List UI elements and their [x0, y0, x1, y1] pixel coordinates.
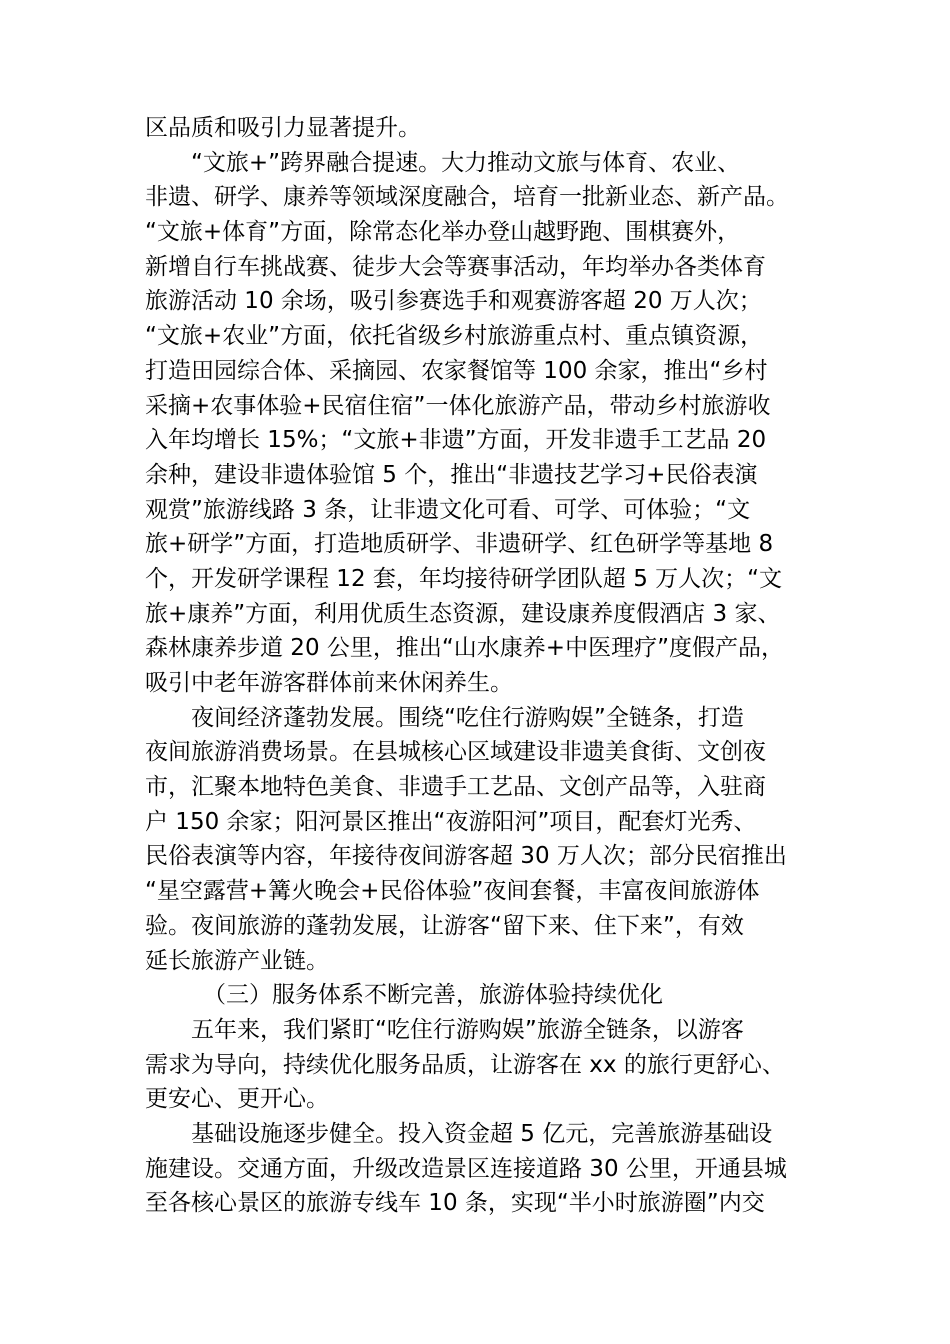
- text-line: 吸引中老年游客群体前来休闲养生。: [145, 670, 513, 696]
- text-line: 森林康养步道 20 公里，推出“山水康养+中医理疗”度假产品，: [145, 635, 784, 662]
- document-body: [145, 111, 820, 1221]
- text-line: “文旅+农业”方面，依托省级乡村旅游重点村、重点镇资源，: [145, 323, 764, 350]
- text-line: 更安心、更开心。: [145, 1086, 329, 1113]
- paragraph-start-line: 夜间经济蓬勃发展。围绕“吃住行游购娱”全链条，打造: [191, 704, 744, 731]
- text-line: “星空露营+篝火晚会+民俗体验”夜间套餐，丰富夜间旅游体: [145, 878, 760, 905]
- text-line: 个，开发研学课程 12 套，年均接待研学团队超 5 万人次；“文: [145, 565, 783, 592]
- text-line: 至各核心景区的旅游专线车 10 条，实现“半小时旅游圈”内交: [145, 1190, 765, 1217]
- text-line: 延长旅游产业链。: [145, 947, 329, 974]
- text-line: 区品质和吸引力显著提升。: [145, 115, 421, 141]
- text-line: 旅+研学”方面，打造地质研学、非遗研学、红色研学等基地 8: [145, 531, 774, 558]
- text-line: 入年均增长 15%；“文旅+非遗”方面，开发非遗手工艺品 20: [145, 427, 767, 454]
- text-line: 新增自行车挑战赛、徒步大会等赛事活动，年均举办各类体育: [145, 253, 766, 280]
- text-line: 余种，建设非遗体验馆 5 个，推出“非遗技艺学习+民俗表演: [145, 461, 758, 488]
- text-line: 打造田园综合体、采摘园、农家餐馆等 100 余家，推出“乡村: [145, 357, 768, 384]
- text-line: 市，汇聚本地特色美食、非遗手工艺品、文创产品等，入驻商: [145, 774, 766, 801]
- text-line: 旅游活动 10 余场，吸引参赛选手和观赛游客超 20 万人次；: [145, 288, 762, 315]
- section-heading: （三）服务体系不断完善，旅游体验持续优化: [203, 982, 663, 1009]
- paragraph-start-line: 基础设施逐步健全。投入资金超 5 亿元，完善旅游基础设: [191, 1120, 773, 1147]
- text-line: 旅+康养”方面，利用优质生态资源，建设康养度假酒店 3 家、: [145, 600, 781, 627]
- text-line: 需求为导向，持续优化服务品质，让游客在 xx 的旅行更舒心、: [145, 1051, 785, 1078]
- text-line: 施建设。交通方面，升级改造景区连接道路 30 公里，开通县城: [145, 1155, 787, 1182]
- text-line: 夜间旅游消费场景。在县城核心区域建设非遗美食街、文创夜: [145, 739, 766, 766]
- text-line: 非遗、研学、康养等领域深度融合，培育一批新业态、新产品。: [145, 184, 789, 211]
- paragraph-start-line: 五年来，我们紧盯“吃住行游购娱”旅游全链条，以游客: [191, 1016, 744, 1043]
- text-line: 采摘+农事体验+民宿住宿”一体化旅游产品，带动乡村旅游收: [145, 392, 771, 419]
- text-line: 户 150 余家；阳河景区推出“夜游阳河”项目，配套灯光秀、: [145, 808, 757, 835]
- text-line: 观赏”旅游线路 3 条，让非遗文化可看、可学、可体验；“文: [145, 496, 751, 523]
- text-line: “文旅+体育”方面，除常态化举办登山越野跑、围棋赛外，: [145, 219, 741, 246]
- text-line: 验。夜间旅游的蓬勃发展，让游客“留下来、住下来”，有效: [145, 912, 744, 939]
- text-line: 民俗表演等内容，年接待夜间游客超 30 万人次；部分民宿推出: [145, 843, 787, 870]
- paragraph-start-line: “文旅+”跨界融合提速。大力推动文旅与体育、农业、: [191, 149, 741, 176]
